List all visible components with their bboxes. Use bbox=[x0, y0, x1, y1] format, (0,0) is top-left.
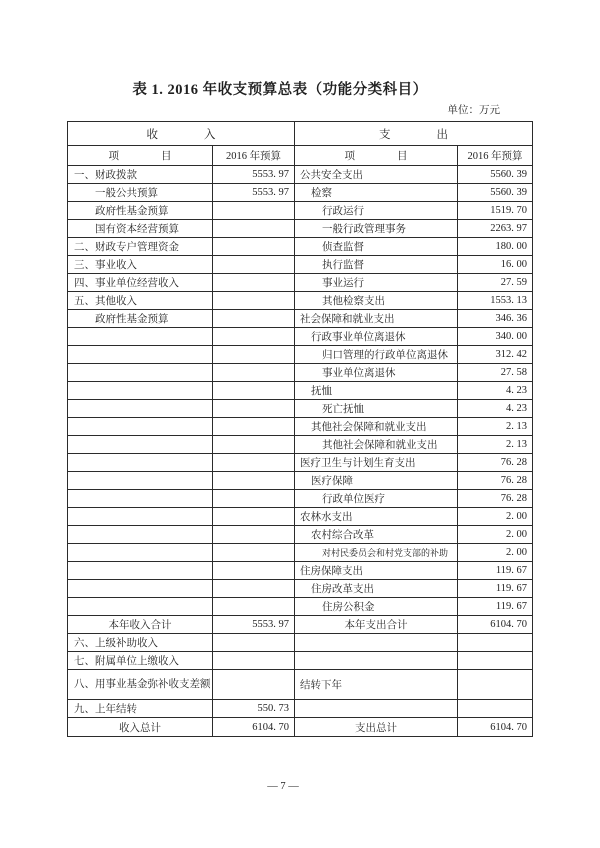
income-value-cell bbox=[213, 490, 295, 508]
expense-item-cell: 侦查监督 bbox=[295, 238, 458, 256]
expense-value-cell: 27. 59 bbox=[458, 274, 532, 292]
expense-item-cell: 结转下年 bbox=[295, 670, 458, 700]
expense-value-cell bbox=[458, 670, 532, 700]
expense-item-column-header: 项 目 bbox=[295, 146, 458, 166]
expense-value-cell: 6104. 70 bbox=[458, 616, 532, 634]
income-item-cell bbox=[68, 418, 213, 436]
expense-value-cell: 119. 67 bbox=[458, 562, 532, 580]
expense-item-cell bbox=[295, 652, 458, 670]
income-section-header: 收 入 bbox=[68, 122, 295, 146]
expense-item-cell: 一般行政管理事务 bbox=[295, 220, 458, 238]
expense-value-cell: 1519. 70 bbox=[458, 202, 532, 220]
expense-item-cell: 检察 bbox=[295, 184, 458, 202]
income-value-cell bbox=[213, 544, 295, 562]
expense-item-cell: 行政运行 bbox=[295, 202, 458, 220]
expense-item-cell: 住房改革支出 bbox=[295, 580, 458, 598]
expense-budget-column-header: 2016 年预算 bbox=[458, 146, 532, 166]
income-value-cell bbox=[213, 526, 295, 544]
expense-value-cell: 4. 23 bbox=[458, 400, 532, 418]
income-value-cell bbox=[213, 670, 295, 700]
expense-value-cell: 2263. 97 bbox=[458, 220, 532, 238]
income-value-cell bbox=[213, 364, 295, 382]
expense-item-cell bbox=[295, 634, 458, 652]
income-item-cell bbox=[68, 436, 213, 454]
page-number: — 7 — bbox=[267, 781, 299, 792]
expense-value-cell: 2. 00 bbox=[458, 508, 532, 526]
expense-value-cell bbox=[458, 652, 532, 670]
income-item-cell: 四、事业单位经营收入 bbox=[68, 274, 213, 292]
expense-value-cell: 2. 13 bbox=[458, 418, 532, 436]
income-value-cell: 550. 73 bbox=[213, 700, 295, 718]
expense-item-cell bbox=[295, 700, 458, 718]
income-value-cell bbox=[213, 346, 295, 364]
expense-item-cell: 医疗保障 bbox=[295, 472, 458, 490]
income-value-cell: 5553. 97 bbox=[213, 184, 295, 202]
income-item-cell bbox=[68, 562, 213, 580]
income-value-cell bbox=[213, 202, 295, 220]
expense-item-cell: 公共安全支出 bbox=[295, 166, 458, 184]
income-item-cell bbox=[68, 328, 213, 346]
expense-item-cell: 支出总计 bbox=[295, 718, 458, 736]
expense-value-cell: 4. 23 bbox=[458, 382, 532, 400]
expense-value-cell: 76. 28 bbox=[458, 472, 532, 490]
expense-item-cell: 事业运行 bbox=[295, 274, 458, 292]
income-item-cell bbox=[68, 382, 213, 400]
expense-value-cell: 76. 28 bbox=[458, 454, 532, 472]
expense-item-cell: 住房保障支出 bbox=[295, 562, 458, 580]
income-value-cell bbox=[213, 598, 295, 616]
income-value-cell bbox=[213, 220, 295, 238]
income-item-cell: 本年收入合计 bbox=[68, 616, 213, 634]
income-value-cell bbox=[213, 400, 295, 418]
expense-item-cell: 归口管理的行政单位离退休 bbox=[295, 346, 458, 364]
income-item-cell bbox=[68, 544, 213, 562]
income-value-cell bbox=[213, 274, 295, 292]
income-item-cell bbox=[68, 598, 213, 616]
expense-value-cell: 27. 58 bbox=[458, 364, 532, 382]
expense-value-cell bbox=[458, 700, 532, 718]
income-value-cell bbox=[213, 508, 295, 526]
expense-item-cell: 死亡抚恤 bbox=[295, 400, 458, 418]
expense-item-cell: 住房公积金 bbox=[295, 598, 458, 616]
expense-value-cell: 180. 00 bbox=[458, 238, 532, 256]
expense-value-cell: 340. 00 bbox=[458, 328, 532, 346]
income-value-cell bbox=[213, 436, 295, 454]
expense-item-cell: 执行监督 bbox=[295, 256, 458, 274]
expense-item-cell: 农村综合改革 bbox=[295, 526, 458, 544]
expense-item-cell: 行政事业单位离退休 bbox=[295, 328, 458, 346]
income-budget-column-header: 2016 年预算 bbox=[213, 146, 295, 166]
expense-value-cell: 2. 00 bbox=[458, 544, 532, 562]
expense-item-cell: 事业单位离退休 bbox=[295, 364, 458, 382]
expense-value-cell: 346. 36 bbox=[458, 310, 532, 328]
expense-item-cell: 抚恤 bbox=[295, 382, 458, 400]
income-value-cell: 5553. 97 bbox=[213, 166, 295, 184]
income-value-cell bbox=[213, 472, 295, 490]
expense-value-cell: 76. 28 bbox=[458, 490, 532, 508]
income-value-cell bbox=[213, 454, 295, 472]
expense-item-cell: 本年支出合计 bbox=[295, 616, 458, 634]
income-item-cell bbox=[68, 472, 213, 490]
income-item-cell bbox=[68, 454, 213, 472]
income-value-cell bbox=[213, 418, 295, 436]
income-value-cell bbox=[213, 634, 295, 652]
income-item-cell: 六、上级补助收入 bbox=[68, 634, 213, 652]
income-item-cell: 政府性基金预算 bbox=[68, 310, 213, 328]
income-item-cell bbox=[68, 526, 213, 544]
expense-value-cell: 119. 67 bbox=[458, 598, 532, 616]
income-value-cell: 6104. 70 bbox=[213, 718, 295, 736]
unit-label: 单位：万元 bbox=[447, 105, 500, 116]
expense-value-cell: 2. 13 bbox=[458, 436, 532, 454]
income-item-cell: 八、用事业基金弥补收支差额 bbox=[68, 670, 213, 700]
expense-item-cell: 医疗卫生与计划生育支出 bbox=[295, 454, 458, 472]
expense-value-cell bbox=[458, 634, 532, 652]
expense-item-cell: 社会保障和就业支出 bbox=[295, 310, 458, 328]
budget-table bbox=[67, 121, 533, 737]
income-item-cell: 一般公共预算 bbox=[68, 184, 213, 202]
expense-item-cell: 农林水支出 bbox=[295, 508, 458, 526]
income-item-cell: 七、附属单位上缴收入 bbox=[68, 652, 213, 670]
income-value-cell bbox=[213, 328, 295, 346]
expense-value-cell: 312. 42 bbox=[458, 346, 532, 364]
expense-item-cell: 对村民委员会和村党支部的补助 bbox=[295, 544, 458, 562]
expense-value-cell: 2. 00 bbox=[458, 526, 532, 544]
expense-item-cell: 其他社会保障和就业支出 bbox=[295, 436, 458, 454]
income-item-cell: 国有资本经营预算 bbox=[68, 220, 213, 238]
expense-item-cell: 行政单位医疗 bbox=[295, 490, 458, 508]
income-item-cell bbox=[68, 346, 213, 364]
income-item-cell bbox=[68, 580, 213, 598]
income-value-cell bbox=[213, 382, 295, 400]
income-item-cell: 九、上年结转 bbox=[68, 700, 213, 718]
income-item-cell: 收入总计 bbox=[68, 718, 213, 736]
income-item-cell bbox=[68, 364, 213, 382]
income-value-cell: 5553. 97 bbox=[213, 616, 295, 634]
expense-value-cell: 1553. 13 bbox=[458, 292, 532, 310]
table-grid bbox=[68, 122, 532, 736]
income-item-cell: 一、财政拨款 bbox=[68, 166, 213, 184]
income-value-cell bbox=[213, 256, 295, 274]
income-value-cell bbox=[213, 310, 295, 328]
expense-value-cell: 5560. 39 bbox=[458, 166, 532, 184]
income-value-cell bbox=[213, 238, 295, 256]
expense-section-header: 支 出 bbox=[295, 122, 532, 146]
income-value-cell bbox=[213, 562, 295, 580]
income-value-cell bbox=[213, 580, 295, 598]
page-title: 表 1. 2016 年收支预算总表（功能分类科目） bbox=[132, 82, 428, 98]
income-item-column-header: 项 目 bbox=[68, 146, 213, 166]
expense-item-cell: 其他社会保障和就业支出 bbox=[295, 418, 458, 436]
income-item-cell: 二、财政专户管理资金 bbox=[68, 238, 213, 256]
expense-value-cell: 6104. 70 bbox=[490, 721, 527, 733]
expense-value-cell: 5560. 39 bbox=[458, 184, 532, 202]
expense-value-cell: 119. 67 bbox=[458, 580, 532, 598]
income-item-cell: 三、事业收入 bbox=[68, 256, 213, 274]
income-value-cell bbox=[213, 292, 295, 310]
income-item-cell: 五、其他收入 bbox=[68, 292, 213, 310]
income-item-cell bbox=[68, 400, 213, 418]
income-item-cell: 政府性基金预算 bbox=[68, 202, 213, 220]
income-item-cell bbox=[68, 508, 213, 526]
expense-value-cell: 16. 00 bbox=[458, 256, 532, 274]
income-item-cell bbox=[68, 490, 213, 508]
income-value-cell bbox=[213, 652, 295, 670]
expense-item-cell: 其他检察支出 bbox=[295, 292, 458, 310]
